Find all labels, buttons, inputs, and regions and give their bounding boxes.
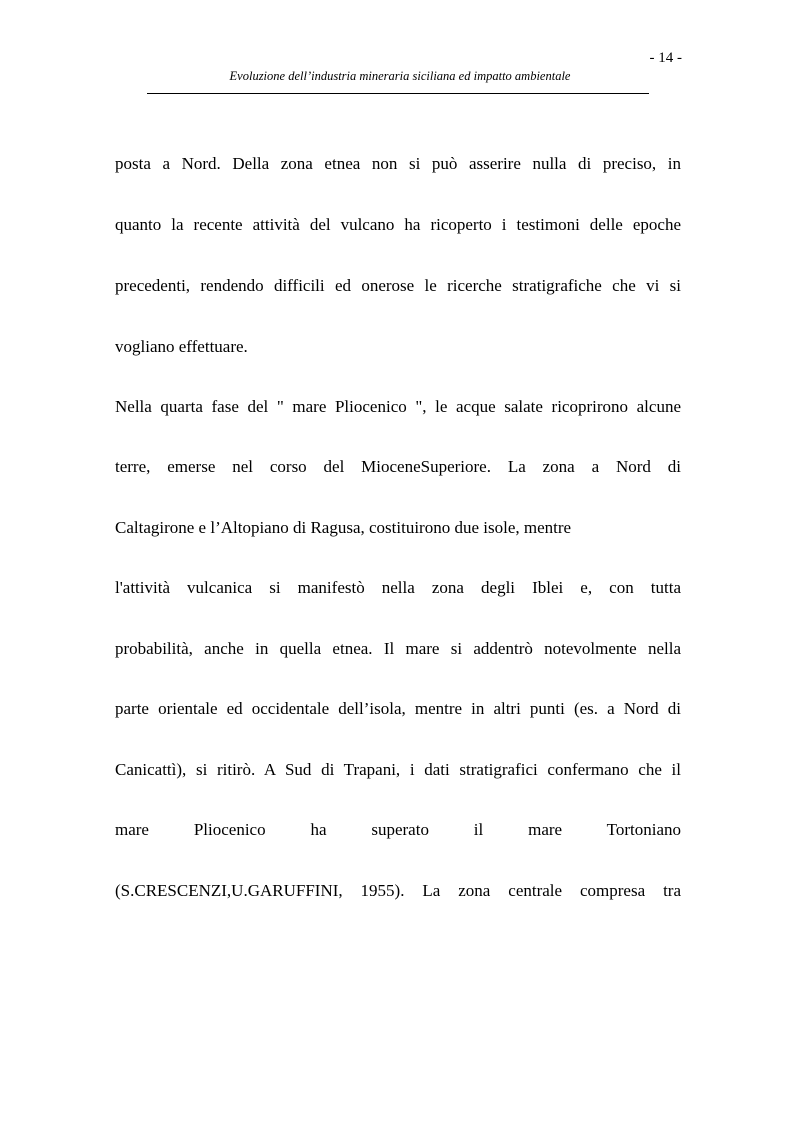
text-line: vogliano effettuare.: [115, 337, 248, 356]
page-number: - 14 -: [649, 50, 682, 66]
text-line: probabilità, anche in quella etnea. Il mare si addentrò notevolmente nella: [115, 639, 681, 658]
running-header-title: Evoluzione dell’industria mineraria siciliana ed impatto ambientale: [229, 69, 571, 83]
text-line: posta a Nord. Della zona etnea non si può asserire nulla di preciso, in: [115, 154, 681, 173]
text-line: precedenti, rendendo difficili ed onerose le ricerche stratigrafiche che vi si: [115, 276, 681, 295]
text-line: Canicattì), si ritirò. A Sud di Trapani, i dati stratigrafici confermano che il: [115, 760, 681, 779]
text-line: parte orientale ed occidentale dell’isola, mentre in altri punti (es. a Nord di: [115, 699, 681, 718]
text-line: terre, emerse nel corso del MioceneSuperiore. La zona a Nord di: [115, 457, 681, 476]
text-line: l'attività vulcanica si manifestò nella zona degli Iblei e, con tutta: [115, 578, 681, 597]
text-line: (S.CRESCENZI,U.GARUFFINI, 1955). La zona centrale compresa tra: [115, 881, 681, 900]
text-line: Nella quarta fase del " mare Pliocenico ", le acque salate ricoprirono alcune: [115, 397, 681, 416]
text-line: quanto la recente attività del vulcano ha ricoperto i testimoni delle epoche: [115, 215, 681, 234]
text-line: mare Pliocenico ha superato il mare Tortoniano: [115, 820, 681, 839]
header-rule: [147, 93, 649, 94]
text-line: Caltagirone e l’Altopiano di Ragusa, costituirono due isole, mentre: [115, 518, 572, 537]
